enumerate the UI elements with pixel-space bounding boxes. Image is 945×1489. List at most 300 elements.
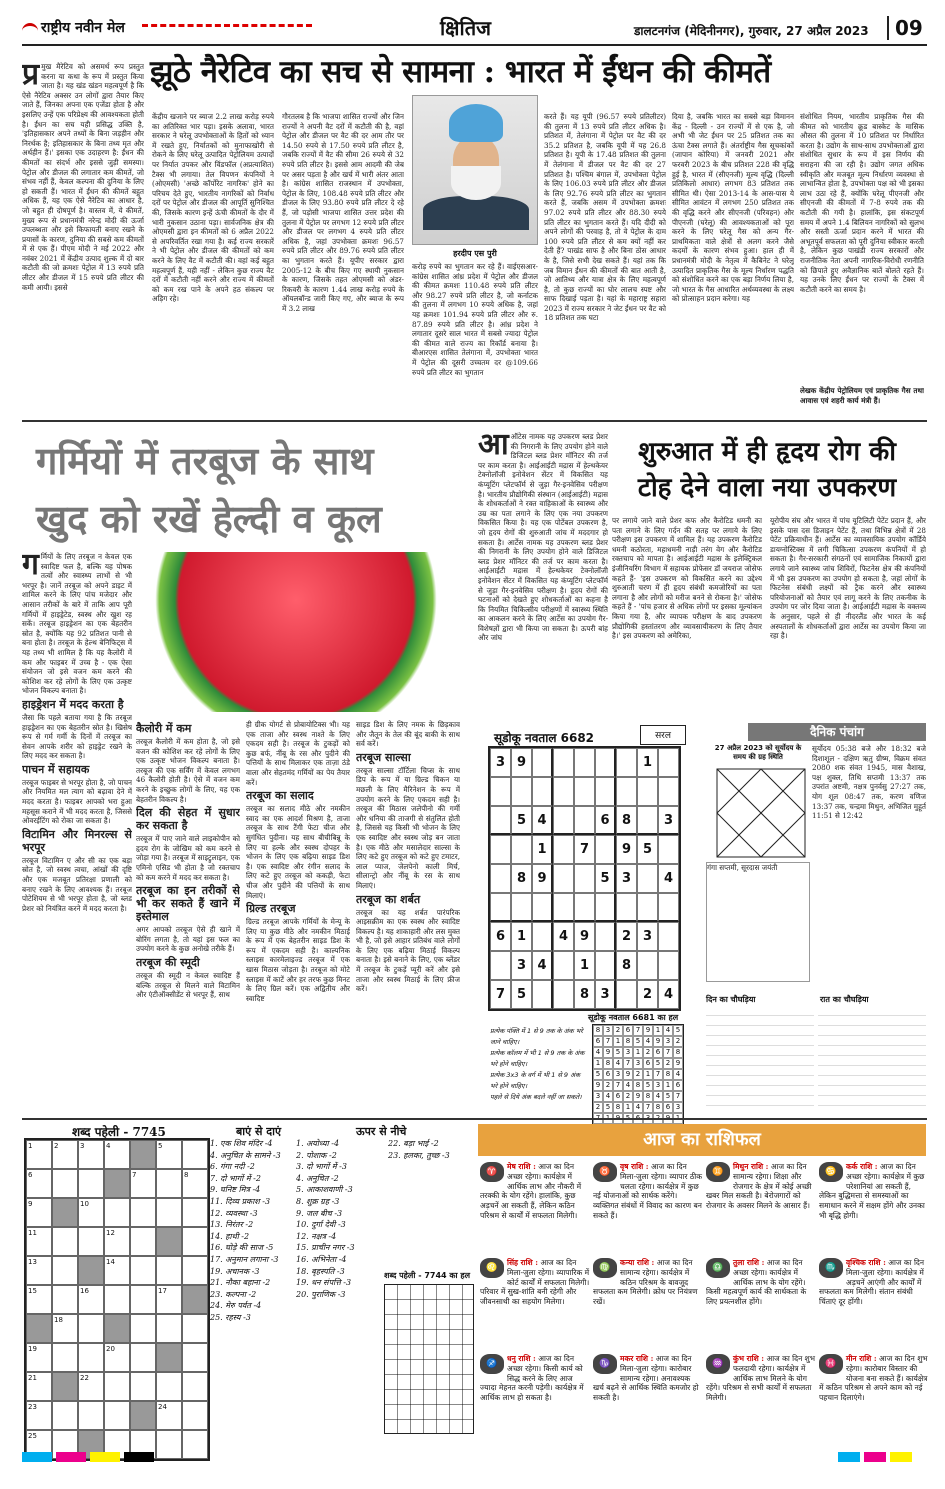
melon-headline [36, 432, 456, 548]
sudoku-cell: 7 [490, 980, 511, 1009]
crossword-cell: 23 [26, 1401, 52, 1430]
sudoku-cell [511, 893, 532, 922]
crossword-cell [104, 1401, 130, 1430]
sudoku-answer-cell: 8 [673, 1047, 683, 1058]
sudoku-cell [574, 893, 595, 922]
crossword-cell [130, 1314, 156, 1343]
across-title: बाएं से दाएं [236, 1125, 282, 1138]
text-vitamin: तरबूज विटामिन ए और सी का एक बड़ा स्रोत है, जो स्वस्थ त्वचा, आंखों की दृष्टि और एक मजबूत प्रतिरक्षा प्रणाली को बनाए रखने के लिए आवश्यक हैं। तरबूज पोटेशियम से भी भरपूर होता है, जो ब्लड प्रेशर को नियंत्रित करने में मदद करता है। [22, 855, 132, 913]
crossword-cell [78, 1401, 104, 1430]
author-byline: लेखक केंद्रीय पेट्रोलियम एवं प्राकृतिक गैस तथा आवास एवं शहरी कार्य मंत्री हैं। [800, 386, 924, 405]
sudoku-answer-cell: 6 [623, 1025, 633, 1036]
color-registration-bar [890, 1452, 912, 1462]
crossword-cell [104, 1198, 130, 1227]
sudoku-answer-cell: 3 [663, 1036, 673, 1047]
zodiac-sign-icon: ♌ [480, 1258, 504, 1278]
across-clue: 19. अचानक -3 [210, 1266, 260, 1276]
crossword-cell: 20 [104, 1343, 130, 1372]
rashi-text: आज का दिन अच्छा रहेगा। कार्यक्षेत्र में आर्थिक लाभ के योग रहेंगे। किसी महत्वपूर्ण कार्य की सार्थकता के लिए प्रयत्नशील होंगे। [706, 1258, 807, 1307]
rashi-text: आज का दिन शुभ रहेगा। कारोबार विस्तार की योजना बना सकते हैं। कार्यक्षेत्र में कठिन परिश्रम से अपने काम को नई पहचान दिलाएंगे। [819, 1354, 928, 1403]
sudoku-cell [511, 777, 532, 806]
rashi-box [819, 1162, 929, 1258]
crossword-cell: 13 [26, 1256, 52, 1285]
sudoku-answer-cell: 5 [643, 1080, 653, 1091]
down-clue: 20. पुराणिक -3 [296, 1289, 346, 1299]
crossword-cell: 4 [104, 1140, 130, 1169]
sudoku-cell: 3 [595, 980, 616, 1009]
sudoku-cell [553, 748, 574, 777]
rashi-box [593, 1354, 703, 1450]
sudoku-answer-cell: 6 [663, 1102, 673, 1113]
sudoku-answer-cell: 4 [623, 1080, 633, 1091]
across-clues [210, 1138, 296, 1438]
crossword-cell [52, 1285, 78, 1314]
section-divider [22, 420, 927, 422]
sudoku-cell [595, 835, 616, 864]
sudoku-cell [637, 777, 658, 806]
text-digestion: तरबूज फाइबर से भरपूर होता है, जो पाचन और नियमित मल त्याग को बढ़ावा देने में मदद करता है। फाइबर आपको भरा हुआ महसूस कराने में भी मदद करता है, जिससे ओवरईटिंग को रोका जा सकता है। [22, 777, 132, 826]
zodiac-sign-icon: ♐ [480, 1354, 504, 1374]
down-clue: 10. दुर्गा देवी -3 [296, 1220, 346, 1230]
rashi-text: आज का दिन मिला-जुला रहेगा। व्यापार ठीक चलता रहेगा। कार्यक्षेत्र में कुछ नई योजनाओं को सार्थक करेंगे। व्यक्तिगत संबंधों में विवाद का कारण बन सकते हैं। [593, 1162, 702, 1220]
drop-cap: प्र [22, 62, 40, 92]
crossword-cell: 10 [78, 1198, 104, 1227]
color-registration-bar [90, 1452, 120, 1462]
sudoku-grid [488, 746, 681, 1011]
sudoku-cell [637, 893, 658, 922]
sudoku-rules [490, 1026, 586, 1120]
sudoku-cell [658, 777, 679, 806]
sudoku-cell: 4 [658, 864, 679, 893]
sudoku-cell [490, 806, 511, 835]
crossword-cell: 25 [26, 1430, 52, 1459]
sudoku-rule: प्रत्येक पंक्ति में 1 से 9 तक के अंक भरे जाने चाहिए। [490, 1027, 583, 1046]
fuel-column-2: केंद्रीय खजाने पर ब्याज 2.2 लाख करोड़ रुपये का अतिरिक्त भार पड़ा। इसके अलावा, भारत सरकार ने घरेलू उपभोक्ताओं के हितों को ध्यान में रखते हुए, निर्यातकों को मुनाफाखोरी से रोकने के लिए घरेलू उत्पादित पेट्रोलियम उत्पादों पर निर्यात उपकर और विंडफॉल (अप्रत्याशित) टैक्स भी लगाया। तेल विपणन कंपनियों ने (ओएमसी) 'अच्छे कॉर्पोरेट नागरिक' होने का परिचय देते हुए, भारतीय नागरिकों को निर्वाध दरों पर पेट्रोल और डीजल की आपूर्ति सुनिश्चित की, जिसके कारण इन्हें ऊंची कीमतों के दौर में भारी नुकसान उठाना पड़ा। सार्वजनिक क्षेत्र की ओएमसी द्वारा इन कीमतों को 6 अप्रैल 2022 से अपरिवर्तित रखा गया है। कई राज्य सरकारें ने भी पेट्रोल और डीजल की कीमतों को कम करने के लिए वैट में कटौती की। वहां कई बहुत महत्वपूर्ण हैं, यही नहीं - लेकिन कुछ राज्य वैट दरों में कटौती नहीं करने और राज्य में कीमतों को कम रख पाने के अपने हठ संकल्प पर अड़िग रहे। [152, 112, 274, 304]
sudoku-title: सूडोकू नवताल 6682 [494, 731, 595, 745]
crossword-black-cell [78, 1256, 104, 1285]
sudoku-answer-cell: 8 [593, 1025, 603, 1036]
sudoku-answer-cell: 4 [633, 1102, 643, 1113]
sudoku-cell [658, 951, 679, 980]
sudoku-answer-cell: 9 [593, 1080, 603, 1091]
down-clue: 12. नक्षत्र -4 [296, 1231, 337, 1241]
crossword-cell: 24 [156, 1401, 182, 1430]
text-salsa: तरबूज साल्सा टॉर्टिला चिप्स के साथ डिप के रूप में या ग्रिल्ड चिकन या मछली के लिए मैरिनेशन के रूप में उपयोग करने के लिए एकदम सही है। तरबूज की मिठास जलेपीनो की गर्मी और धनिया की ताजगी से संतुलित होती है, जिससे यह किसी भी भोजन के लिए एक स्वादिष्ट और स्वस्थ जोड़ बन जाता है। एक मीठे और मसालेदार साल्सा के लिए कटे हुए तरबूज को कटे हुए टमाटर, लाल प्याज, जेलपेनो काली मिर्च, सीलान्ट्रो और नींबू के रस के साथ मिलाएं। [356, 765, 460, 890]
zodiac-sign-icon: ♏ [819, 1258, 843, 1278]
sudoku-cell [658, 922, 679, 951]
zodiac-sign-icon: ♓ [819, 1354, 843, 1374]
sudoku-answer-cell: 7 [653, 1069, 663, 1080]
heart-headline-line-1: शुरुआत में ही हृदय रोग की [638, 437, 896, 467]
rashi-name: कन्या राशि : [620, 1258, 655, 1267]
crossword-cell [78, 1227, 104, 1256]
subhead-vitamin: विटामिन और मिनरल्स से भरपूर [22, 827, 132, 854]
sudoku-answer-cell: 5 [593, 1069, 603, 1080]
crossword-cell: 14 [104, 1256, 130, 1285]
crossword-black-cell [104, 1314, 130, 1343]
masthead [22, 14, 927, 46]
rashi-name: कुंभ राशि : [733, 1354, 765, 1363]
crossword-black-cell [130, 1401, 156, 1430]
rashi-name: तुला राशि : [733, 1258, 765, 1267]
melon-headline-line-1: गर्मियों में तरबूज के साथ [36, 439, 374, 483]
crossword-cell [78, 1343, 104, 1372]
sudoku-cell [574, 864, 595, 893]
fuel-column-4: करोड़ रुपये का भुगतान कर रहे हैं। वाईएसआर-कांग्रेस शासित आंध्र प्रदेश में पेट्रोल और डीजल की कीमत क्रमशः 110.48 रुपये प्रति लीटर और 98.27 रुपये प्रति लीटर है, जो कर्नाटक की तुलना में लगभग 10 रुपये अधिक है, जहां यह क्रमशः 101.94 रुपये प्रति लीटर और रु. 87.89 रुपये प्रति लीटर है। आंध्र प्रदेश ने लगातार दूसरे साल भारत में सबसे ज्यादा पेट्रोल की कीमत वाले राज्य का रिकॉर्ड बनाया है। बीआरएस शासित तेलंगाना में, उपभोक्ता भारत में पेट्रोल की दूसरी उच्चतम दर @109.66 रुपये प्रति लीटर का भुगतान [412, 262, 538, 377]
sudoku-cell [490, 951, 511, 980]
crossword-cell [130, 1285, 156, 1314]
sudoku-answer-cell: 8 [613, 1102, 623, 1113]
rashi-box [706, 1258, 816, 1354]
sudoku-answer-cell: 9 [673, 1058, 683, 1069]
crossword-cell [130, 1256, 156, 1285]
across-clue: 4. अनुचित के सामने -3 [210, 1150, 281, 1160]
rashi-box [819, 1354, 929, 1450]
crossword-cell: 7 [130, 1169, 156, 1198]
across-clue: 11. दिव्य प्रकाश -3 [210, 1196, 271, 1206]
crossword-black-cell [156, 1227, 182, 1256]
crossword-cell [78, 1314, 104, 1343]
text-smoothie: तरबूज की स्मूदी न केवल स्वादिष्ट हैं बल्कि तरबूज से मिलने वाले विटामिन और एंटीऑक्सीडेंट से भरपूर हैं, साथ [136, 970, 240, 1000]
crossword-black-cell [52, 1372, 78, 1401]
melon-column-1: गर्मियों के लिए तरबूज न केवल एक स्वादिष्ट फल है, बल्कि यह पोषक तत्वों और स्वास्थ्य लाभों से भी भरपूर है। जानें तरबूज को अपने डाइट में शामिल करने के लिए पांच मजेदार और आसान तरीकों के बारे में ताकि आप पूरी गर्मियों में हाइड्रेटेड, स्वस्थ और खुश रह सकें। तरबूज हाइड्रेशन का एक बेहतरीन स्रोत है, क्योंकि यह 92 प्रतिशत पानी से बना होता है। तरबूज के हेल्थ बेनिफिट्स में यह तथ्य भी शामिल है कि यह कैलोरी में कम और फाइबर में उच्च है - एक ऐसा संयोजन जो इसे वजन कम करने की कोशिश कर रहे लोगों के लिए एक उत्कृष्ट भोजन विकल्प बनाता है। हाइड्रेशन में मदद करता है जैसा कि पहले बताया गया है कि तरबूज हाइड्रेशन का एक बेहतरीन स्रोत है। खिसेष रूप से गर्म गर्मी के दिनों में तरबूज का सेवन आपके शरीर को हाइड्रेट रखने के लिए मदद कर सकता है। पाचन में सहायक तरबूज फाइबर से भरपूर होता है, जो पाचन और नियमित मल त्याग को बढ़ावा देने में मदद करता है। फाइबर आपको भरा हुआ महसूस कराने में भी मदद करता है, जिससे ओवरईटिंग को रोका जा सकता है। विटामिन और मिनरल्स से भरपूर तरबूज विटामिन ए और सी का एक बड़ा स्रोत है, जो स्वस्थ त्वचा, आंखों की दृष्टि और एक मजबूत प्रतिरक्षा प्रणाली को बनाए रखने के लिए आवश्यक हैं। तरबूज पोटेशियम से भी भरपूर होता है, जो ब्लड प्रेशर को नियंत्रित करने में मदद करता है। [22, 552, 132, 913]
crossword-cell: 19 [26, 1343, 52, 1372]
fuel-column-5: करते हैं। यह यूपी (96.57 रुपये प्रतिलीटर) की तुलना में 13 रुपये प्रति लीटर अधिक है। प्रतिशत में, तेलंगाना में पेट्रोल पर वैट की दर 35.2 प्रतिशत है, जबकि यूपी में यह 26.8 प्रतिशत है। यूपी के 17.48 प्रतिशत की तुलना में तेलंगाना में डीजल पर वैट की दर 27 प्रतिशत है। पश्चिम बंगाल में, उपभोक्ता पेट्रोल के लिए 106.03 रुपये प्रति लीटर और डीजल के लिए 92.76 रुपये प्रति लीटर का भुगतान करते हैं, जबकि असम में उपभोक्ता क्रमशः 97.02 रुपये प्रति लीटर और 88.30 रुपये प्रति लीटर का भुगतान करते हैं। यदि दीदी को अपने लोगों की परवाह है, तो वे पेट्रोल के दाम 100 रुपये प्रति लीटर से कम क्यों नहीं कर देती हैं? पाखंड साफ है और बिना ठोस आधार के है, जिसे सभी देख सकते हैं। यहां तक कि जब विमान ईंधन की कीमतों की बात आती है, जो आतिथ्य और यात्रा क्षेत्र के लिए महत्वपूर्ण है, तो कुछ राज्यों का घोर लालच स्पष्ट और साफ दिखाई पड़ता है। यहां के महाराष्ट्र सहारा 2023 में राज्य सरकार ने जेट ईंधन पर वैट को 18 प्रतिशत तक घटा [544, 112, 666, 323]
sudoku-cell: 4 [532, 806, 553, 835]
crossword-cell: 3 [78, 1140, 104, 1169]
sudoku-cell [532, 893, 553, 922]
crossword-cell: 2 [52, 1140, 78, 1169]
crossword-black-cell [130, 1140, 156, 1169]
sudoku-answer-cell: 7 [623, 1058, 633, 1069]
sudoku-cell [532, 748, 553, 777]
crossword-cell: 8 [182, 1169, 208, 1198]
sudoku-answer-cell: 4 [593, 1047, 603, 1058]
sudoku-answer-cell: 8 [663, 1069, 673, 1080]
sudoku-cell [553, 951, 574, 980]
sudoku-answer-cell: 8 [653, 1102, 663, 1113]
sudoku-cell [637, 864, 658, 893]
zodiac-sign-icon: ♎ [706, 1258, 730, 1278]
across-clue: 1. एक शिव मंदिर -4 [210, 1139, 273, 1148]
choghadiya-night-title: रात का चौघड़िया [820, 995, 869, 1004]
sudoku-answer-cell: 1 [623, 1102, 633, 1113]
sudoku-cell [553, 835, 574, 864]
panchang-details: सूर्योदय 05:38 बजे और 18:32 बजे दिशाशूल - दक्षिण ऋतु ग्रीष्म, विक्रम संवत 2080 शक संवत 1945, मास वैशाख, पक्ष शुक्ल, तिथि सप्तमी 13:37 तक उपरांत अष्टमी, नक्षत्र पुनर्वसु 27:27 तक, योग शूल 08:47 तक, करण वणिज 13:37 तक, चन्द्रमा मिथुन, अभिजित मुहूर्त 11:51 से 12:42 [812, 744, 926, 821]
rashi-name: मेष राशि : [507, 1162, 536, 1171]
down-clue: 19. धन संपत्ति -3 [296, 1278, 352, 1288]
sudoku-answer-title: सूडोकू नवताल 6681 का हल [588, 1013, 679, 1022]
author-photo [412, 95, 538, 245]
sudoku-cell: 9 [574, 922, 595, 951]
sudoku-cell [490, 835, 511, 864]
choghadiya-day-table [706, 1006, 814, 1106]
sudoku-cell: 3 [637, 922, 658, 951]
zodiac-sign-icon: ♈ [480, 1162, 504, 1182]
sudoku-answer-cell: 3 [673, 1102, 683, 1113]
rashi-text: आज का दिन मिला-जुला रहेगा। व्यापारिक में कोर्ट कार्यों में सफलता मिलेगी। परिवार में सुख-शांति बनी रहेगी और जीवनसाथी का सहयोग मिलेगा। [480, 1258, 590, 1307]
subhead-salad: तरबूज का सलाद [246, 789, 314, 803]
zodiac-sign-icon: ♒ [706, 1354, 730, 1374]
sudoku-cell [553, 980, 574, 1009]
sudoku-answer-cell: 7 [613, 1080, 623, 1091]
fuel-column-6: दिया है, जबकि भारत का सबसे बड़ा विमानन केंद्र - दिल्ली - उन राज्यों में से एक है, जो अभी भी जेट ईंधन पर 25 प्रतिशत तक का ऊंचा टैक्स लगाते हैं। अंतर्राष्ट्रीय गैस सूचकांकों (जापान कोरिया) में जनवरी 2021 और फरवरी 2023 के बीच प्रतिशत 228 की वृद्धि हुई है, भारत में (सीएनजी) मूल्य वृद्धि (दिल्ली प्रतिकिलो आधार) लगभग 83 प्रतिशत तक सीमित थी। ऐसा 2013-14 के आस-पास ये सीमित आवंटन में लगभग 250 प्रतिशत तक की वृद्धि करने और सीएनजी (परिवहन) और पीएनजी (घरेलू) की आवश्यकताओं को पूरा करने के लिए घरेलू गैस को अन्य गैर-प्राथमिकता वाले क्षेत्रों से अलग करने जैसे कदमों के कारण संभव हुआ। हाल ही में प्रधानमंत्री मोदी के नेतृत्व में कैबिनेट ने घरेलू उत्पादित प्राकृतिक गैस के मूल्य निर्धारण पद्धति को संशोधित करने का एक बड़ा निर्णय लिया है, जो भारत के गैस आधारित अर्थव्यवस्था के लक्ष्य को प्रोत्साहन प्रदान करेगा। यह [672, 112, 794, 304]
sudoku-cell [511, 835, 532, 864]
crossword-grid [24, 1138, 210, 1461]
rashi-text: आज का दिन सामान्य रहेगा। शिक्षा और रोजगार के क्षेत्र में कोई अच्छी खबर मिल सकती है। बेरोजगारों को रोजगार के अवसर मिलने के आसार हैं। [706, 1162, 812, 1211]
sudoku-cell [532, 980, 553, 1009]
sudoku-answer-cell: 4 [643, 1036, 653, 1047]
crossword-cell [52, 1401, 78, 1430]
sudoku-cell [574, 777, 595, 806]
sudoku-answer-cell: 2 [643, 1047, 653, 1058]
crossword-cell [182, 1227, 208, 1256]
sudoku-answer-cell: 3 [603, 1025, 613, 1036]
sudoku-level-badge: सरल [640, 725, 686, 745]
sudoku-cell [616, 893, 637, 922]
sudoku-answer-cell: 4 [673, 1069, 683, 1080]
text-heart: तरबूज में पाए जाने वाले लाइकोपीन को हृदय रोग के जोखिम को कम करने से जोड़ा गया है। तरबूज में साइट्रुलाइन, एक एमिनो एसिड भी होता है जो रक्तचाप को कम करने में मदद कर सकता है। [136, 834, 240, 882]
sudoku-cell: 1 [637, 748, 658, 777]
sudoku-answer-cell: 4 [603, 1091, 613, 1102]
sudoku-cell: 5 [637, 835, 658, 864]
across-clue: 12. व्यवस्था -3 [210, 1208, 258, 1218]
drop-cap: ग [22, 552, 39, 582]
sudoku-answer-cell: 5 [633, 1036, 643, 1047]
sudoku-answer-cell: 3 [633, 1058, 643, 1069]
down-clue: 5. आकाशवाणी -3 [296, 1185, 353, 1195]
color-registration-bar [124, 1452, 154, 1462]
sudoku-answer-cell: 7 [663, 1047, 673, 1058]
color-registration-bar [56, 1452, 86, 1462]
down-clue: 22. बड़ा भाई -2 [388, 1139, 439, 1148]
rashi-name: वृष राशि : [620, 1162, 649, 1171]
crossword-cell [182, 1198, 208, 1227]
crossword-cell: 16 [78, 1285, 104, 1314]
sudoku-answer-cell: 4 [613, 1058, 623, 1069]
page-number: 09 [887, 16, 923, 40]
sudoku-answer-cell: 2 [633, 1069, 643, 1080]
sudoku-cell: 6 [490, 922, 511, 951]
subhead-smoothie: तरबूज की स्मूदी [136, 955, 200, 969]
rashi-text: आज का दिन मिला-जुला रहेगा। कारोबार सामान्य रहेगा। अनावश्यक खर्च बढ़ने से आर्थिक स्थिति कमजोर हो सकती है। [593, 1354, 699, 1403]
rashi-box [480, 1258, 590, 1354]
text-calorie: तरबूज कैलोरी में कम होता है, जो इसे वजन की कोशिश कर रहे लोगों के लिए एक उत्कृष्ट भोजन विकल्प बनाता है। तरबूज की एक सर्विंग में केवल लगभग 46 कैलोरी होती है। ऐसे में वजन कम करने के इच्छुक लोगों के लिए, यह एक बेहतरीन विकल्प है। [136, 737, 240, 804]
down-clue: 18. बृहस्पति -3 [296, 1266, 345, 1276]
sudoku-answer-cell: 7 [633, 1025, 643, 1036]
rashi-text: आज का दिन अच्छा रहेगा। कार्यक्षेत्र में आर्थिक लाभ और नौकरी में तरक्की के योग रहेंगे। हालांकि, कुछ अड़चनें आ सकती हैं, लेकिन कठिन परिश्रम से कार्यों में सफलता मिलेगी। [480, 1162, 582, 1220]
sudoku-answer-cell: 4 [663, 1025, 673, 1036]
sudoku-answer-cell: 5 [653, 1058, 663, 1069]
text-grilled-cont: साइड डिश के लिए नमक के छिड़काव और जैतून के तेल की बूंद बाकी के साथ सर्व करें। [356, 720, 460, 749]
down-clue: 4. अनुचित -2 [296, 1173, 339, 1183]
sudoku-cell [637, 951, 658, 980]
sudoku-cell [490, 893, 511, 922]
sudoku-answer-cell: 6 [593, 1036, 603, 1047]
sudoku-answer-cell: 6 [613, 1091, 623, 1102]
brand-name: राष्ट्रीय नवीन मेल [22, 18, 125, 37]
sudoku-cell [637, 806, 658, 835]
sudoku-cell: 8 [511, 864, 532, 893]
sudoku-answer-cell: 9 [653, 1036, 663, 1047]
sudoku-answer-cell: 1 [643, 1069, 653, 1080]
lagna-chart [716, 768, 806, 858]
sudoku-answer-cell: 2 [593, 1102, 603, 1113]
crossword-cell [130, 1372, 156, 1401]
rashi-name: सिंह राशि : [507, 1258, 539, 1267]
sudoku-cell [574, 806, 595, 835]
melon-column-4 [356, 720, 460, 1118]
subhead-ways: तरबूज का इन तरीकों से भी कर सकते हैं खाने में इस्तेमाल [136, 884, 240, 924]
heart-column-3: यूरोपीय संघ और भारत में पांच यूटिलिटी पेटेंट प्रदान हैं, और इसके पास दस डिजाइन पेटेंट हैं, तथा विभिन्न क्षेत्रों में 28 पेटेंट प्रक्रियाधीन हैं। आर्टेस का व्यावसायिक उपयोग कॉर्डिये डायग्नोस्टिक्स में लगी चिकित्सा उपकरण कंपनियों में हो सकता है। गैर-सरकारी संगठनों एवं सामाजिक निकायों द्वारा लगाये जाने स्वास्थ्य जांच शिविरों, फिटनेस क्षेत्र की कंपनियों में भी इस उपकरण का उपयोग हो सकता है, जहां लोगों के फिटनेस संबंधी लक्ष्यों को ट्रैक करने और स्वास्थ्य परियोजनाओं को तैयार एवं लागू करने के लिए तकनीक के उपयोग पर जोर दिया जाता है। आईआईटी मद्रास के वक्तव्य के अनुसार, पहले से ही नीदरलैंड और भारत के कई अस्पतालों के शोधकर्ताओं द्वारा आर्टेस का उपयोग किया जा रहा है। [770, 516, 926, 641]
lagna-caption: 27 अप्रैल 2023 को सूर्योदय के समय की ग्रह स्थिति [714, 744, 802, 761]
suit-shape [423, 196, 529, 230]
sudoku-answer-cell: 8 [603, 1058, 613, 1069]
down-clue: 8. शुक्र ग्रह -3 [296, 1196, 340, 1206]
decorative-rule [142, 24, 312, 27]
down-clue: 15. प्राचीन नगर -3 [296, 1243, 355, 1253]
sudoku-cell: 9 [532, 864, 553, 893]
color-registration-bar [22, 1452, 52, 1462]
sudoku-cell [595, 777, 616, 806]
rashi-box [706, 1162, 816, 1258]
crossword-cell [52, 1227, 78, 1256]
text-hydration: जैसा कि पहले बताया गया है कि तरबूज हाइड्रेशन का एक बेहतरीन स्रोत है। खिसेष रूप से गर्म गर्मी के दिनों में तरबूज का सेवन आपके शरीर को हाइड्रेट रखने के लिए मदद कर सकता है। [22, 712, 132, 761]
crossword-cell [104, 1285, 130, 1314]
rashi-name: मीन राशि : [846, 1354, 877, 1363]
down-clue: 2. पोशाक -2 [296, 1150, 337, 1160]
sudoku-cell: 8 [616, 951, 637, 980]
subhead-sharbat: तरबूज का शर्बत [356, 892, 421, 906]
crossword-cell [182, 1256, 208, 1285]
rashi-box [593, 1258, 703, 1354]
sudoku-cell [595, 748, 616, 777]
crossword-cell: 18 [52, 1314, 78, 1343]
melon-column-3 [246, 720, 350, 1118]
sudoku-cell: 1 [574, 951, 595, 980]
sudoku-cell: 7 [574, 835, 595, 864]
down-clues-2 [388, 1138, 474, 1258]
rashi-box [593, 1162, 703, 1258]
melon-column-2 [136, 720, 240, 1118]
rashi-text: आज का दिन मिला-जुला रहेगा। कार्यक्षेत्र में अड़चनें आएंगी और कार्यों में सफलता कम मिलेगी। संतान संबंधी चिंताएं दूर होंगी। [819, 1258, 925, 1307]
rashi-name: वृश्चिक राशि : [846, 1258, 886, 1267]
sudoku-answer-cell: 3 [613, 1069, 623, 1080]
sudoku-answer-cell: 3 [623, 1047, 633, 1058]
heart-column-2: पर लगाये जाने वाले प्रेशर कफ और कैरोटिड धमनी का पता लगाने के लिए गर्दन की सतह पर लगाये के लिए परीक्षण इस उपकरण में शामिल हैं। यह उपकरण कैरोटिड धमनी कठोरता, महाधमनी नाड़ी तरंग वेग और कैरोटिड रक्तचाप को मापता है। आईआईटी मद्रास के इलेक्ट्रिकल इंजीनियरिंग विभाग में सहायक प्रोफेसर डॉ जयराज जोसेफ कहते हैं- 'इस उपकरण को विकसित करने का उद्देश्य शुरुआती चरण में ही हृदय संबंधी कमजोरियों का पता लगाना है और लोगों को मरीज बनने से रोकना है।' जोसेफ कहते हैं - 'पांच हजार से अधिक लोगों पर इसका मूल्यांकन किया गया है, और व्यापक परीक्षण के बाद उपकरण प्रौद्योगिकी हस्तांतरण और व्यावसायीकरण के लिए तैयार है।' इस उपकरण को अमेरिका, [612, 516, 762, 641]
sudoku-cell: 5 [595, 864, 616, 893]
melon-headline-line-2: खुद को रखें हेल्दी व कूल [36, 497, 382, 541]
sudoku-answer-cell: 1 [663, 1080, 673, 1091]
sudoku-cell: 6 [595, 806, 616, 835]
down-clues [296, 1138, 384, 1438]
sudoku-answer-cell: 2 [603, 1080, 613, 1091]
crossword-cell: 6 [26, 1169, 52, 1198]
sudoku-answer-cell: 1 [593, 1058, 603, 1069]
sudoku-answer-grid [592, 1024, 684, 1125]
rashi-box [480, 1354, 590, 1450]
sudoku-cell [553, 864, 574, 893]
sudoku-cell [658, 893, 679, 922]
crossword-answer-grid [384, 1284, 474, 1434]
crossword-answer-title: शब्द पहेली - 7744 का हल [384, 1271, 471, 1280]
sudoku-cell [595, 951, 616, 980]
heart-headline-line-2: टोह देने वाला नया उपकरण [637, 473, 897, 503]
beard-shape [451, 166, 501, 200]
rashi-name: कर्क राशि : [846, 1162, 878, 1171]
sudoku-cell: 8 [616, 806, 637, 835]
sudoku-answer-cell: 2 [673, 1036, 683, 1047]
drop-cap: आ [478, 432, 509, 462]
crossword-black-cell [104, 1169, 130, 1198]
subhead-grilled: ग्रिल्ड तरबूज [246, 902, 296, 916]
fuel-column-7: संशोधित नियम, भारतीय प्राकृतिक गैस की कीमत को भारतीय क्रूड बास्केट के मासिक औसत की तुलना में 10 प्रतिशत पर निर्धारित करता है। उद्योग के साथ-साथ उपभोक्ताओं द्वारा संशोधित सुधार के रूप में इस निर्णय की सराहना की जा रही है। उद्योग जगत अधिक स्वीकृति और मजबूत मूल्य निर्धारण व्यवस्था से लाभान्वित होता है, उपभोक्ता पक्ष को भी इसका लाभ उठा रहे हैं, क्योंकि घरेलू पीएनजी और सीएनजी की कीमतों में 7-8 रुपये तक की कटौती की गयी है। हालांकि, इस संकटपूर्ण समय में अपने 1.4 बिलियन नागरिकों को सुलभ और सस्ती ऊर्जा प्रदान करने में भारत की अभूतपूर्व सफलता को पूरी दुनिया स्वीकार करती है, लेकिन कुछ पाखंडी राज्य सरकारों और राजनीतिक नेता अपनी नागरिक-विरोधी रणनीति को छिपाते हुए अवैज्ञानिक बातें बोलते रहते हैं। यह उनके लिए ईंधन पर राज्यों के टैक्स में कटौती करने का समय है। [800, 112, 924, 294]
crossword-cell: 12 [104, 1227, 130, 1256]
crossword-cell: 17 [156, 1285, 182, 1314]
subhead-heart: दिल की सेहत में सुधार कर सकता है [136, 806, 240, 833]
sudoku-answer-cell: 6 [643, 1058, 653, 1069]
crossword-cell [182, 1372, 208, 1401]
crossword-cell: 15 [26, 1285, 52, 1314]
heart-headline [612, 434, 922, 506]
crossword-cell: 22 [78, 1372, 104, 1401]
sudoku-cell [616, 777, 637, 806]
crossword-cell: 9 [26, 1198, 52, 1227]
across-clue: 14. हाथी -2 [210, 1231, 250, 1241]
sudoku-answer-cell: 2 [613, 1025, 623, 1036]
sudoku-answer-cell: 1 [633, 1047, 643, 1058]
rashi-text: आज का दिन सामान्य रहेगा। कार्यक्षेत्र में कठिन परिश्रम के बावजूद सफलता कम मिलेगी। क्रोध पर नियंत्रण रखें। [593, 1258, 698, 1307]
watermelon-photo [136, 552, 456, 712]
rashifal-title: आज का राशिफल [478, 1124, 926, 1156]
panchang-table: गंगा सप्तमी, सूरदास जयंती [706, 862, 810, 982]
across-clue: 7. दो भागों में -2 [210, 1173, 261, 1183]
crossword-cell: 11 [26, 1227, 52, 1256]
crossword-cell: 5 [156, 1140, 182, 1169]
zodiac-sign-icon: ♋ [819, 1162, 843, 1182]
zodiac-sign-icon: ♉ [593, 1162, 617, 1182]
crossword-cell [182, 1314, 208, 1343]
fuel-column-1: प्र मुख मैरेटिव को असमर्थ रूप प्रस्तुत करना या कथा के रूप में प्रस्तुत किया जाता है। यह खंड खंडन महत्वपूर्ण है कि ऐसे नैरेटिव अक्सर उन लोगों द्वारा तैयार किए जाते हैं, जिनका अपना एक एजेंडा होता है और इसलिए उन्हें एक परिप्रेक्ष्य की आवश्यकता होती है। ईंधन का सच यही प्रसिद्ध उक्ति है, 'इतिहासकार अपने तथ्यों के बिना जड़हीन और निरर्थक है; इतिहासकार के बिना तथ्य मृत और अर्थहीन हैं।' इसका एक उदाहरण है: ईंधन की कीमतों का संदर्भ और इससे जुड़ी समस्या। पेट्रोल और डीजल की लगातार कम कीमतें, जो संभव नहीं हैं, केवल कल्पना की दुनिया के लिए हो सकती हैं। भारत में ईंधन की कीमतें बहुत अधिक हैं, यह एक ऐसे नैरेटिव का आधार है, जो बहुत ही दोषपूर्ण है। वास्तव में, ये कीमतें, मुख्य रूप से प्रधानमंत्री नरेन्द्र मोदी की ऊर्जा उपलब्धता और इसे किफायती बनाए रखने के प्रयासों के कारण, दुनिया की सबसे कम कीमतों में से एक हैं। पीएम मोदी ने मई 2022 और नवंबर 2021 में केंद्रीय उत्पाद शुल्क में दो बार कटौती की जो क्रमशः पेट्रोल में 13 रुपये प्रति लीटर और डीजल में 15 रुपये प्रति लीटर की कमी आयी। इससे [22, 62, 144, 292]
across-clue: 17. अनुमान लगाना -3 [210, 1254, 279, 1264]
sudoku-cell: 4 [553, 922, 574, 951]
down-clue: 16. अभिनेता -4 [296, 1254, 347, 1264]
sudoku-answer-cell: 8 [643, 1091, 653, 1102]
subhead-salsa: तरबूज साल्सा [356, 750, 411, 764]
across-clue: 16. घोड़े की साज -5 [210, 1243, 274, 1253]
sudoku-answer-cell: 4 [653, 1091, 663, 1102]
sudoku-answer-cell: 3 [653, 1080, 663, 1091]
rashi-box [480, 1162, 590, 1258]
section-divider [22, 1118, 927, 1120]
sudoku-cell: 3 [616, 864, 637, 893]
crossword-cell [156, 1169, 182, 1198]
down-clue: 3. दो भागों में -3 [296, 1162, 347, 1172]
sudoku-rule: पहले से दिये अंक बदले नहीं जा सकते। [490, 1093, 582, 1101]
section-title: क्षितिज [440, 16, 491, 40]
sudoku-cell: 9 [511, 748, 532, 777]
text-ways: अगर आपको तरबूज ऐसे ही खाने में बोरिंग लगता है, तो यहां इस फल का उपयोग करने के कुछ अनोखे तरीके हैं। [136, 925, 240, 954]
across-clue: 25. रहस्य -3 [210, 1312, 251, 1322]
crossword-cell [182, 1430, 208, 1459]
crossword-cell [182, 1140, 208, 1169]
across-clue: 23. कल्पना -2 [210, 1289, 257, 1299]
rashi-text: आज का दिन शुभ फलदायी रहेगा। कार्यक्षेत्र में आर्थिक लाभ मिलने के योग रहेंगे। परिश्रम से सभी कार्यों में सफलता मिलेगी। [706, 1354, 816, 1403]
across-clue: 6. गंगा नदी -2 [210, 1162, 255, 1172]
crossword-cell [156, 1372, 182, 1401]
sudoku-answer-cell: 2 [623, 1091, 633, 1102]
dateline: डालटनगंज (मेदिनीनगर), गुरुवार, 27 अप्रैल 2023 [634, 24, 869, 38]
